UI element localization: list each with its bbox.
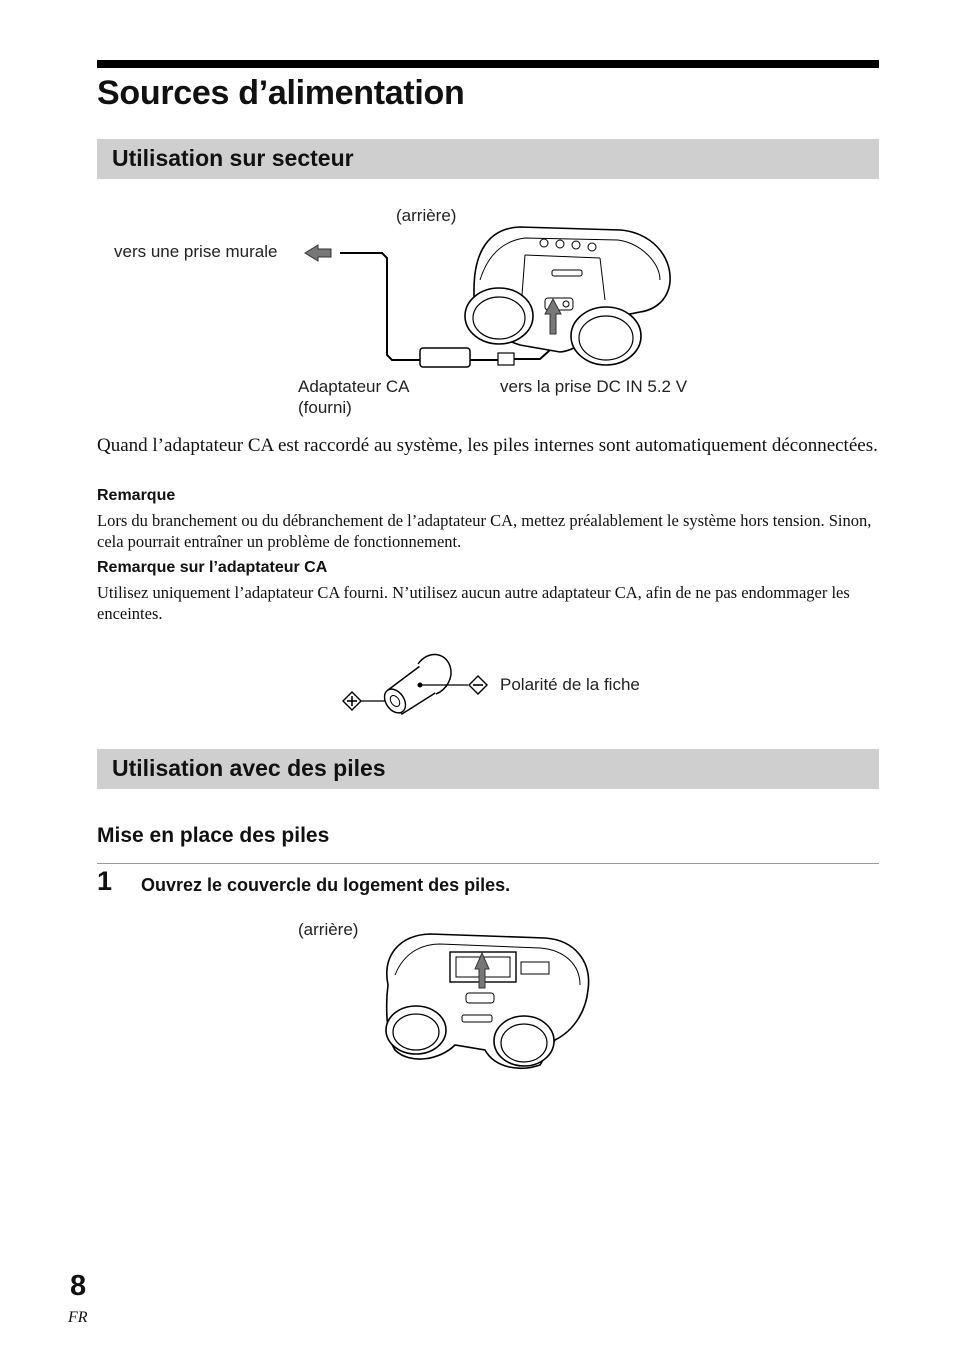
section-heading-batteries: Utilisation avec des piles xyxy=(112,755,386,781)
page-title: Sources d’alimentation xyxy=(97,74,465,112)
label-adapter-supplied: (fourni) xyxy=(298,398,352,417)
label-rear-batteries: (arrière) xyxy=(298,920,359,939)
page-number: 8 xyxy=(70,1270,87,1302)
note-heading: Remarque xyxy=(97,487,176,504)
language-code: FR xyxy=(68,1309,88,1326)
note-text: Lors du branchement ou du débranchement de l’adaptateur CA, mettez préalablement le système hors tension. Sinon, cela pourrait entraîner un problème de fonctionnement. xyxy=(97,511,872,551)
label-polarity: Polarité de la fiche xyxy=(500,675,640,694)
section-heading-ac: Utilisation sur secteur xyxy=(112,145,354,171)
step-text: Ouvrez le couvercle du logement des piles. xyxy=(141,875,511,895)
body-paragraph: Quand l’adaptateur CA est raccordé au système, les piles internes sont automatiquement déconnectées. xyxy=(97,435,878,456)
subheading-install-batteries: Mise en place des piles xyxy=(97,824,330,847)
adapter-note-text: Utilisez uniquement l’adaptateur CA fourni. N’utilisez aucun autre adaptateur CA, afin de ne pas endommager les enceintes. xyxy=(97,583,850,623)
label-dc-in: vers la prise DC IN 5.2 V xyxy=(500,377,688,396)
label-adapter: Adaptateur CA xyxy=(298,377,410,396)
label-wall-outlet: vers une prise murale xyxy=(114,242,278,261)
adapter-note-heading: Remarque sur l’adaptateur CA xyxy=(97,559,328,576)
label-rear-ac: (arrière) xyxy=(396,206,457,225)
step-number: 1 xyxy=(97,866,113,896)
